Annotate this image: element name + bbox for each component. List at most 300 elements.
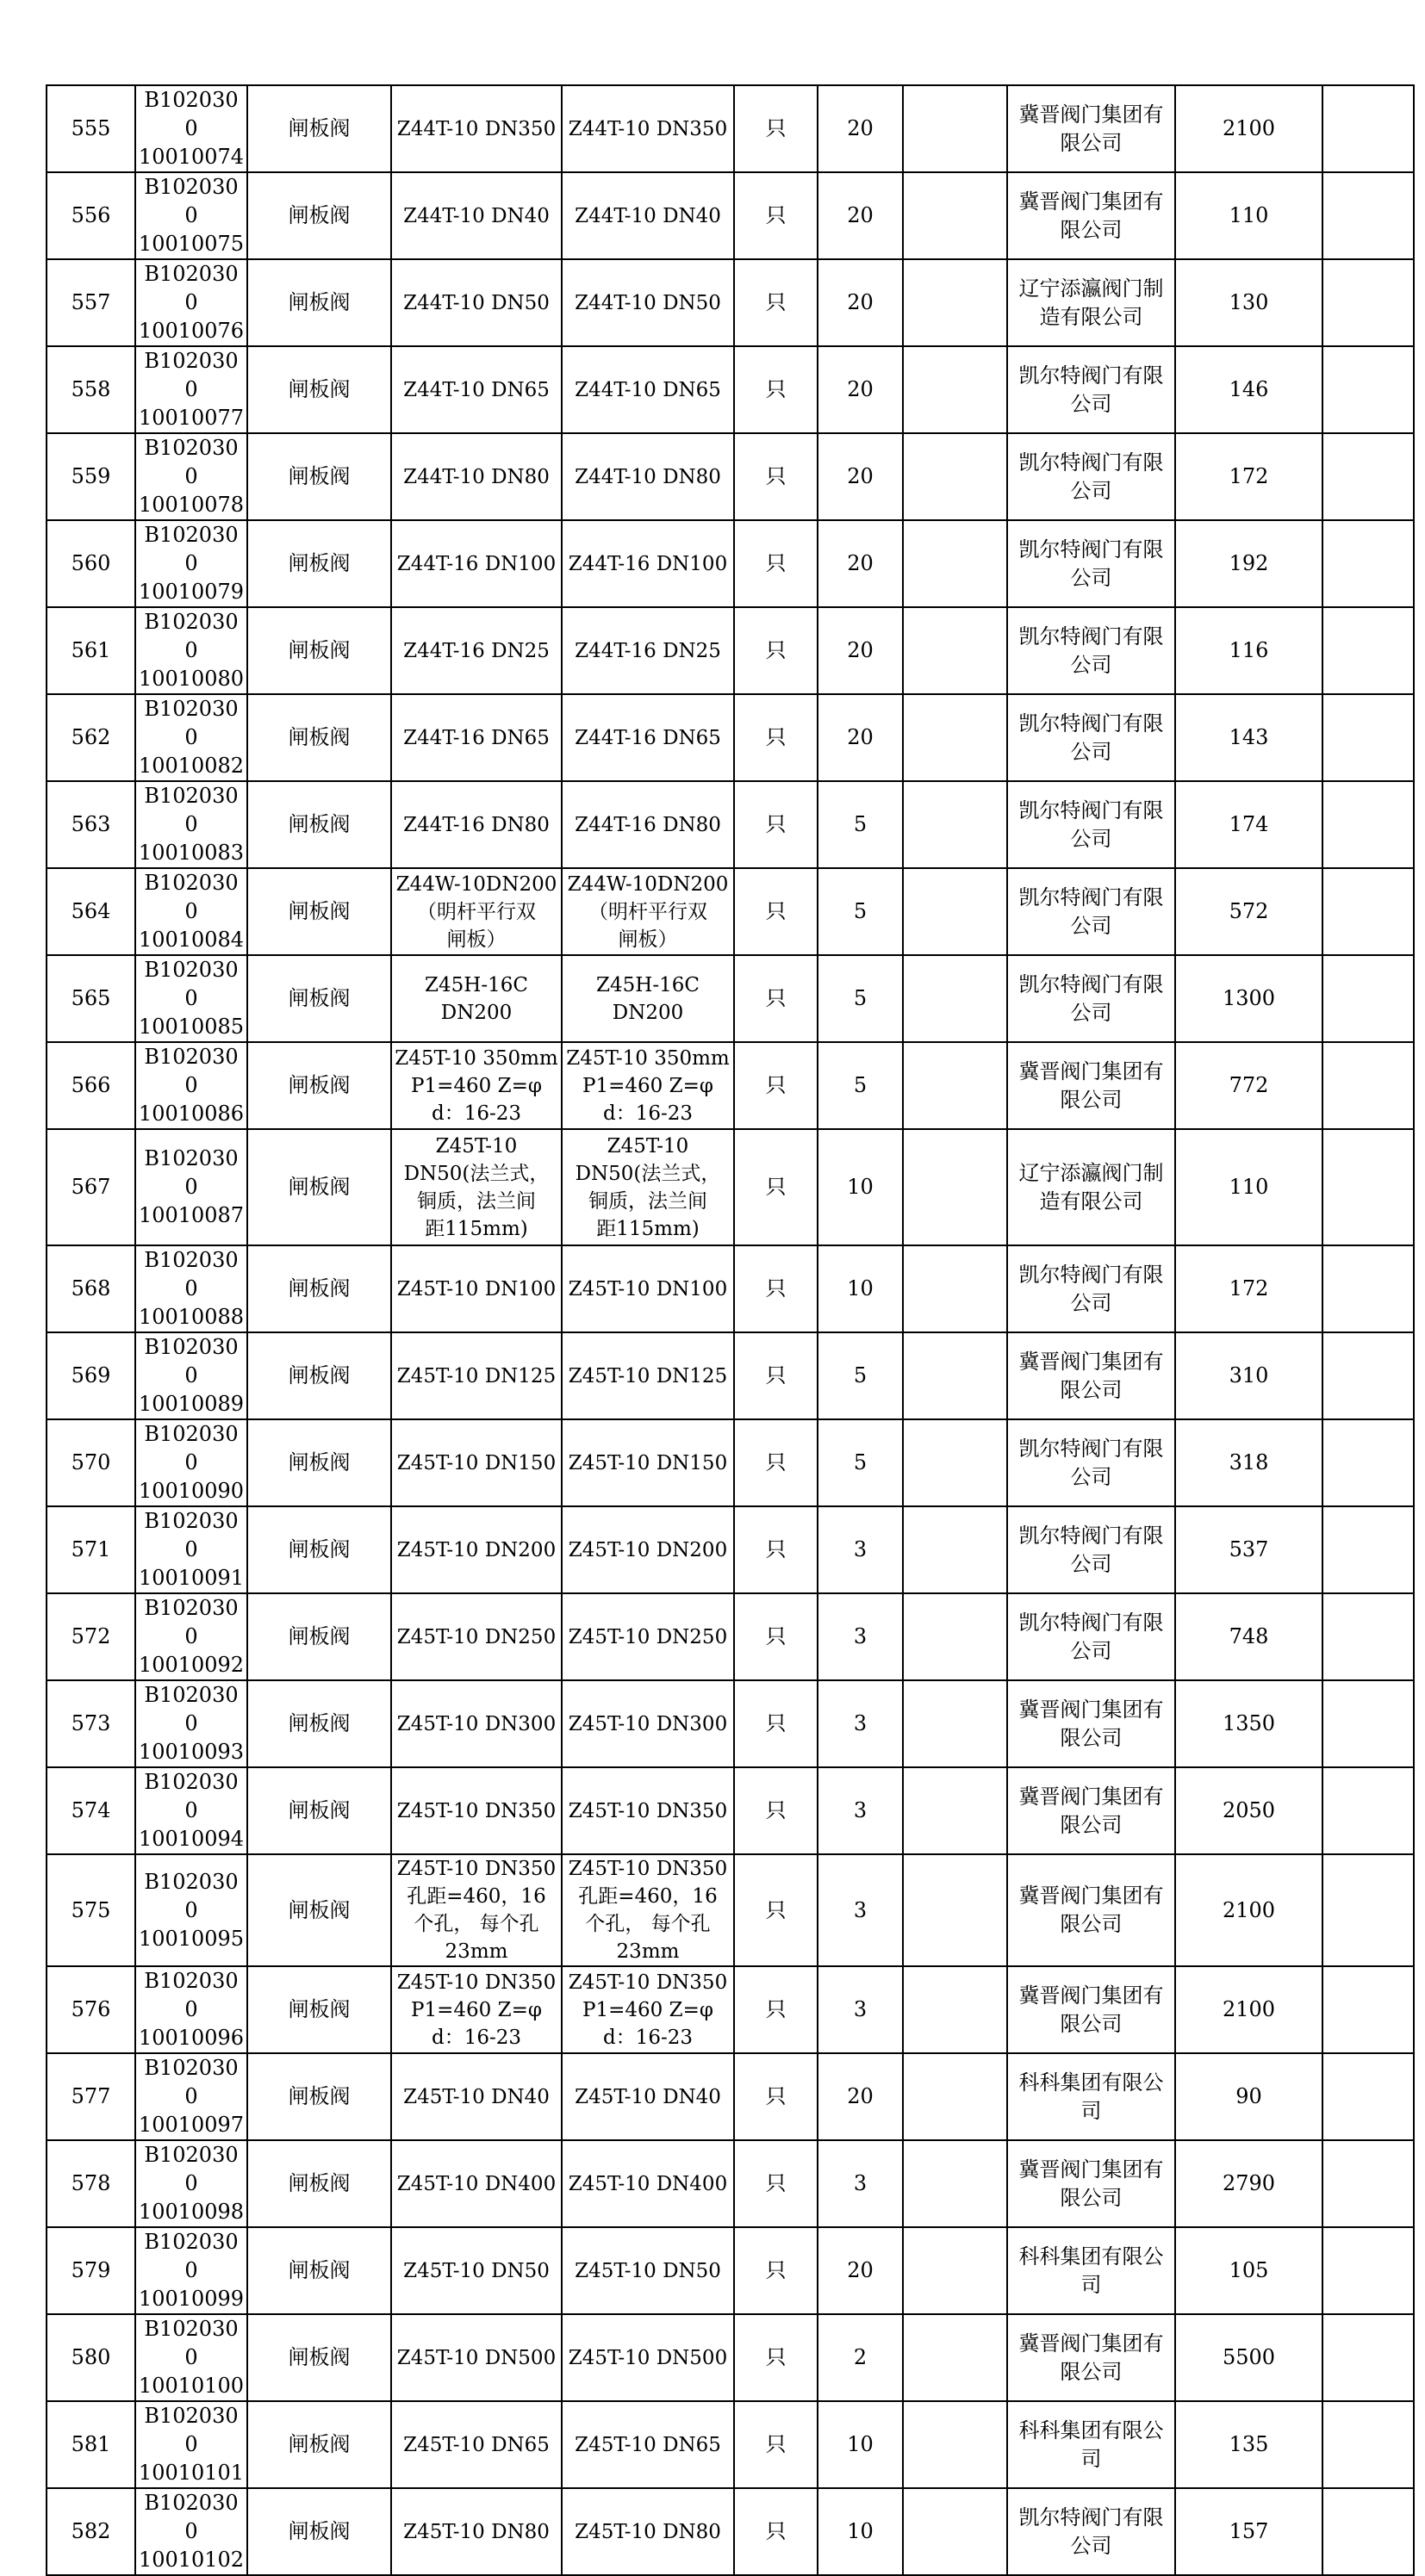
unit-cell: 只 bbox=[734, 1506, 818, 1593]
quantity-cell: 3 bbox=[818, 1767, 903, 1854]
supplier-cell-line: 科科集团有限公 bbox=[1018, 2418, 1164, 2443]
item-code-cell-line: 10010091 bbox=[138, 1566, 245, 1590]
model-cell bbox=[562, 1680, 734, 1767]
remark-cell bbox=[903, 2140, 1007, 2227]
model-cell-line: Z45T-10 DN350 bbox=[568, 1799, 728, 1822]
item-code-cell bbox=[135, 2314, 247, 2401]
spec-cell bbox=[391, 346, 562, 433]
row-number-cell: 577 bbox=[47, 2053, 135, 2140]
remark-cell bbox=[903, 2053, 1007, 2140]
quantity-cell: 5 bbox=[818, 781, 903, 868]
spec-cell-line: Z45T-10 DN400 bbox=[396, 2172, 557, 2195]
model-cell bbox=[562, 694, 734, 781]
supplier-cell bbox=[1007, 2227, 1175, 2314]
row-number-cell: 572 bbox=[47, 1593, 135, 1680]
item-code-cell-line: B1020300 bbox=[144, 2491, 239, 2543]
quantity-cell: 20 bbox=[818, 2053, 903, 2140]
item-name-cell: 闸板阀 bbox=[247, 607, 391, 694]
item-code-cell-line: B1020300 bbox=[144, 1509, 239, 1561]
item-code-cell-line: B1020300 bbox=[144, 784, 239, 836]
supplier-cell bbox=[1007, 868, 1175, 955]
item-code-cell-line: 10010101 bbox=[138, 2461, 245, 2485]
quantity-cell: 10 bbox=[818, 1245, 903, 1332]
price-cell: 172 bbox=[1175, 1245, 1322, 1332]
spec-cell-line: Z44T-10 DN80 bbox=[403, 465, 550, 488]
table-row bbox=[47, 2053, 1414, 2140]
table-row bbox=[47, 1245, 1414, 1332]
quantity-cell: 20 bbox=[818, 433, 903, 520]
spec-cell-line: d：16-23 bbox=[431, 1102, 522, 1125]
quantity-cell: 3 bbox=[818, 1854, 903, 1966]
model-cell bbox=[562, 1854, 734, 1966]
model-cell-line: Z45T-10 DN400 bbox=[568, 2172, 728, 2195]
table-row bbox=[47, 2140, 1414, 2227]
row-number-cell: 565 bbox=[47, 955, 135, 1042]
remark-cell bbox=[903, 2314, 1007, 2401]
unit-cell: 只 bbox=[734, 607, 818, 694]
quantity-cell: 3 bbox=[818, 2140, 903, 2227]
row-number-cell: 559 bbox=[47, 433, 135, 520]
model-cell bbox=[562, 868, 734, 955]
item-code-cell bbox=[135, 520, 247, 607]
table-row bbox=[47, 694, 1414, 781]
remark-cell bbox=[903, 1129, 1007, 1245]
unit-cell: 只 bbox=[734, 1419, 818, 1506]
spec-cell-line: Z45T-10 DN200 bbox=[396, 1538, 557, 1561]
supplier-cell-line: 冀晋阀门集团有 bbox=[1018, 189, 1164, 214]
item-name-cell: 闸板阀 bbox=[247, 2401, 391, 2488]
remark-cell bbox=[903, 868, 1007, 955]
item-code-cell bbox=[135, 172, 247, 259]
item-code-cell bbox=[135, 2401, 247, 2488]
spec-cell bbox=[391, 1042, 562, 1129]
price-cell: 2050 bbox=[1175, 1767, 1322, 1854]
unit-cell: 只 bbox=[734, 781, 818, 868]
price-cell: 135 bbox=[1175, 2401, 1322, 2488]
spec-cell-line: Z44T-16 DN80 bbox=[403, 813, 550, 836]
spec-cell bbox=[391, 1506, 562, 1593]
item-name-cell: 闸板阀 bbox=[247, 172, 391, 259]
quantity-cell: 5 bbox=[818, 1042, 903, 1129]
item-name-cell: 闸板阀 bbox=[247, 1966, 391, 2053]
supplier-cell-line: 冀晋阀门集团有 bbox=[1018, 1884, 1164, 1908]
table-row bbox=[47, 85, 1414, 172]
quantity-cell: 3 bbox=[818, 1966, 903, 2053]
table-row bbox=[47, 607, 1414, 694]
model-cell-line: （明杆平行双 bbox=[588, 900, 707, 923]
spec-cell bbox=[391, 1854, 562, 1966]
supplier-cell-line: 冀晋阀门集团有 bbox=[1018, 2157, 1164, 2182]
supplier-cell bbox=[1007, 2488, 1175, 2575]
supplier-cell bbox=[1007, 1593, 1175, 1680]
supplier-cell-line: 公司 bbox=[1070, 739, 1112, 764]
supplier-cell bbox=[1007, 1332, 1175, 1419]
model-cell-line: Z44W-10DN200 bbox=[567, 872, 729, 896]
remark-cell bbox=[903, 259, 1007, 346]
supplier-cell bbox=[1007, 172, 1175, 259]
spec-cell-line: 距115mm) bbox=[425, 1217, 528, 1240]
price-cell: 2100 bbox=[1175, 1854, 1322, 1966]
item-code-cell-line: 10010077 bbox=[138, 406, 245, 430]
supplier-cell bbox=[1007, 1767, 1175, 1854]
supplier-cell-line: 凯尔特阀门有限 bbox=[1018, 1610, 1164, 1635]
model-cell-line: Z44T-16 DN100 bbox=[568, 552, 728, 575]
unit-cell: 只 bbox=[734, 172, 818, 259]
row-number-cell: 556 bbox=[47, 172, 135, 259]
supplier-cell-line: 科科集团有限公 bbox=[1018, 2070, 1164, 2095]
spec-cell bbox=[391, 2401, 562, 2488]
item-code-cell-line: 10010087 bbox=[138, 1203, 245, 1227]
spec-cell-line: Z45T-10 DN500 bbox=[396, 2346, 557, 2369]
quantity-cell: 5 bbox=[818, 1419, 903, 1506]
supplier-cell-line: 凯尔特阀门有限 bbox=[1018, 363, 1164, 388]
item-code-cell-line: 10010099 bbox=[138, 2287, 245, 2311]
table-row bbox=[47, 1966, 1414, 2053]
remark-cell bbox=[903, 172, 1007, 259]
item-code-cell-line: B1020300 bbox=[144, 2404, 239, 2456]
supplier-cell bbox=[1007, 85, 1175, 172]
model-cell bbox=[562, 2140, 734, 2227]
price-cell: 110 bbox=[1175, 1129, 1322, 1245]
item-name-cell: 闸板阀 bbox=[247, 259, 391, 346]
price-cell: 172 bbox=[1175, 433, 1322, 520]
supplier-cell-line: 凯尔特阀门有限 bbox=[1018, 624, 1164, 649]
spec-cell-line: Z45T-10 DN100 bbox=[396, 1277, 557, 1300]
unit-cell: 只 bbox=[734, 259, 818, 346]
price-list-table bbox=[46, 84, 1415, 2576]
quantity-cell: 3 bbox=[818, 1680, 903, 1767]
note-cell bbox=[1322, 259, 1414, 346]
model-cell-line: Z45T-10 DN50 bbox=[575, 2259, 721, 2282]
supplier-cell-line: 限公司 bbox=[1060, 1812, 1123, 1837]
model-cell bbox=[562, 1245, 734, 1332]
model-cell-line: Z45T-10 350mm bbox=[566, 1046, 730, 1070]
note-cell bbox=[1322, 1767, 1414, 1854]
note-cell bbox=[1322, 346, 1414, 433]
quantity-cell: 20 bbox=[818, 607, 903, 694]
supplier-cell bbox=[1007, 259, 1175, 346]
row-number-cell: 566 bbox=[47, 1042, 135, 1129]
unit-cell: 只 bbox=[734, 1593, 818, 1680]
item-code-cell-line: B1020300 bbox=[144, 1869, 239, 1922]
row-number-cell: 573 bbox=[47, 1680, 135, 1767]
model-cell-line: 孔距=460，16 bbox=[578, 1885, 718, 1908]
item-code-cell-line: B1020300 bbox=[144, 2230, 239, 2282]
model-cell bbox=[562, 1506, 734, 1593]
spec-cell bbox=[391, 1966, 562, 2053]
table-row bbox=[47, 868, 1414, 955]
supplier-cell-line: 凯尔特阀门有限 bbox=[1018, 537, 1164, 562]
item-code-cell-line: B1020300 bbox=[144, 1422, 239, 1474]
row-number-cell: 561 bbox=[47, 607, 135, 694]
spec-cell-line: Z44T-16 DN65 bbox=[403, 726, 550, 749]
remark-cell bbox=[903, 1506, 1007, 1593]
unit-cell: 只 bbox=[734, 1966, 818, 2053]
item-code-cell-line: 10010079 bbox=[138, 580, 245, 604]
note-cell bbox=[1322, 955, 1414, 1042]
item-code-cell-line: B1020300 bbox=[144, 2056, 239, 2108]
quantity-cell: 20 bbox=[818, 520, 903, 607]
table-row bbox=[47, 1854, 1414, 1966]
supplier-cell-line: 公司 bbox=[1070, 565, 1112, 590]
price-cell: 310 bbox=[1175, 1332, 1322, 1419]
note-cell bbox=[1322, 172, 1414, 259]
supplier-cell-line: 冀晋阀门集团有 bbox=[1018, 2331, 1164, 2356]
model-cell bbox=[562, 1593, 734, 1680]
model-cell-line: Z45T-10 DN350 bbox=[568, 1858, 728, 1880]
unit-cell: 只 bbox=[734, 1767, 818, 1854]
remark-cell bbox=[903, 433, 1007, 520]
remark-cell bbox=[903, 1854, 1007, 1966]
row-number-cell: 568 bbox=[47, 1245, 135, 1332]
unit-cell: 只 bbox=[734, 1042, 818, 1129]
item-code-cell-line: B1020300 bbox=[144, 1045, 239, 1097]
row-number-cell: 567 bbox=[47, 1129, 135, 1245]
item-name-cell: 闸板阀 bbox=[247, 1129, 391, 1245]
item-name-cell: 闸板阀 bbox=[247, 781, 391, 868]
price-cell: 143 bbox=[1175, 694, 1322, 781]
model-cell-line: Z45T-10 DN200 bbox=[568, 1538, 728, 1561]
note-cell bbox=[1322, 433, 1414, 520]
remark-cell bbox=[903, 85, 1007, 172]
remark-cell bbox=[903, 607, 1007, 694]
item-code-cell bbox=[135, 2053, 247, 2140]
item-name-cell: 闸板阀 bbox=[247, 520, 391, 607]
supplier-cell-line: 辽宁添瀛阀门制 bbox=[1018, 276, 1164, 301]
item-code-cell-line: 10010075 bbox=[138, 232, 245, 256]
unit-cell: 只 bbox=[734, 2053, 818, 2140]
supplier-cell bbox=[1007, 2053, 1175, 2140]
table-row bbox=[47, 2488, 1414, 2575]
supplier-cell bbox=[1007, 1419, 1175, 1506]
model-cell-line: Z44T-10 DN50 bbox=[575, 291, 721, 314]
supplier-cell-line: 公司 bbox=[1070, 1000, 1112, 1025]
model-cell bbox=[562, 259, 734, 346]
item-code-cell-line: 10010076 bbox=[138, 319, 245, 343]
price-cell: 116 bbox=[1175, 607, 1322, 694]
table-row bbox=[47, 1419, 1414, 1506]
unit-cell: 只 bbox=[734, 2401, 818, 2488]
spec-cell bbox=[391, 694, 562, 781]
supplier-cell-line: 限公司 bbox=[1060, 1377, 1123, 1402]
spec-cell-line: Z45T-10 DN65 bbox=[403, 2433, 550, 2456]
model-cell bbox=[562, 172, 734, 259]
item-code-cell-line: 10010085 bbox=[138, 1015, 245, 1039]
spec-cell-line: Z44T-10 DN50 bbox=[403, 291, 550, 314]
item-code-cell bbox=[135, 2488, 247, 2575]
supplier-cell-line: 司 bbox=[1080, 2272, 1102, 2297]
supplier-cell bbox=[1007, 694, 1175, 781]
supplier-cell-line: 公司 bbox=[1070, 1464, 1112, 1489]
item-code-cell-line: B1020300 bbox=[144, 349, 239, 401]
item-name-cell: 闸板阀 bbox=[247, 1680, 391, 1767]
item-code-cell-line: B1020300 bbox=[144, 2317, 239, 2369]
row-number-cell: 560 bbox=[47, 520, 135, 607]
price-cell: 2790 bbox=[1175, 2140, 1322, 2227]
supplier-cell bbox=[1007, 781, 1175, 868]
row-number-cell: 569 bbox=[47, 1332, 135, 1419]
item-code-cell-line: B1020300 bbox=[144, 1248, 239, 1300]
item-code-cell bbox=[135, 2227, 247, 2314]
model-cell-line: Z45T-10 DN100 bbox=[568, 1277, 728, 1300]
spec-cell-line: Z44T-10 DN65 bbox=[403, 378, 550, 401]
supplier-cell-line: 科科集团有限公 bbox=[1018, 2244, 1164, 2269]
price-cell: 130 bbox=[1175, 259, 1322, 346]
note-cell bbox=[1322, 2140, 1414, 2227]
supplier-cell-line: 限公司 bbox=[1060, 130, 1123, 155]
table-row bbox=[47, 346, 1414, 433]
price-cell: 146 bbox=[1175, 346, 1322, 433]
item-code-cell bbox=[135, 694, 247, 781]
item-code-cell-line: B1020300 bbox=[144, 88, 239, 140]
supplier-cell-line: 公司 bbox=[1070, 826, 1112, 851]
model-cell bbox=[562, 1966, 734, 2053]
spec-cell bbox=[391, 1680, 562, 1767]
quantity-cell: 20 bbox=[818, 694, 903, 781]
quantity-cell: 20 bbox=[818, 259, 903, 346]
table-row bbox=[47, 2314, 1414, 2401]
spec-cell-line: Z45T-10 DN150 bbox=[396, 1451, 557, 1474]
spec-cell bbox=[391, 172, 562, 259]
item-code-cell-line: 10010093 bbox=[138, 1740, 245, 1764]
item-code-cell-line: 10010084 bbox=[138, 928, 245, 952]
table-row bbox=[47, 2227, 1414, 2314]
item-code-cell-line: B1020300 bbox=[144, 2143, 239, 2195]
unit-cell: 只 bbox=[734, 2314, 818, 2401]
spec-cell-line: Z45T-10 DN350 bbox=[396, 1971, 557, 1994]
spec-cell-line: Z44W-10DN200 bbox=[395, 872, 557, 896]
note-cell bbox=[1322, 607, 1414, 694]
remark-cell bbox=[903, 2488, 1007, 2575]
supplier-cell-line: 凯尔特阀门有限 bbox=[1018, 885, 1164, 909]
spec-cell-line: Z45T-10 DN80 bbox=[403, 2520, 550, 2543]
unit-cell: 只 bbox=[734, 433, 818, 520]
spec-cell-line: Z45T-10 DN50 bbox=[403, 2259, 550, 2282]
note-cell bbox=[1322, 520, 1414, 607]
spec-cell-line: Z44T-10 DN40 bbox=[403, 204, 550, 227]
remark-cell bbox=[903, 955, 1007, 1042]
table-row bbox=[47, 1042, 1414, 1129]
remark-cell bbox=[903, 520, 1007, 607]
item-code-cell bbox=[135, 1332, 247, 1419]
supplier-cell-line: 限公司 bbox=[1060, 1087, 1123, 1112]
quantity-cell: 20 bbox=[818, 85, 903, 172]
item-code-cell-line: 10010083 bbox=[138, 841, 245, 865]
supplier-cell-line: 凯尔特阀门有限 bbox=[1018, 1436, 1164, 1461]
item-code-cell-line: 10010074 bbox=[138, 145, 245, 169]
model-cell bbox=[562, 520, 734, 607]
model-cell-line: Z45T-10 DN125 bbox=[568, 1364, 728, 1387]
model-cell bbox=[562, 1042, 734, 1129]
item-code-cell-line: 10010090 bbox=[138, 1479, 245, 1503]
item-code-cell-line: B1020300 bbox=[144, 610, 239, 662]
supplier-cell-line: 限公司 bbox=[1060, 2185, 1123, 2210]
unit-cell: 只 bbox=[734, 1680, 818, 1767]
spec-cell-line: DN200 bbox=[440, 1001, 513, 1024]
spec-cell-line: Z45T-10 DN125 bbox=[396, 1364, 557, 1387]
remark-cell bbox=[903, 1680, 1007, 1767]
row-number-cell: 564 bbox=[47, 868, 135, 955]
remark-cell bbox=[903, 781, 1007, 868]
row-number-cell: 558 bbox=[47, 346, 135, 433]
supplier-cell bbox=[1007, 1680, 1175, 1767]
supplier-cell bbox=[1007, 607, 1175, 694]
spec-cell-line: Z44T-16 DN25 bbox=[403, 639, 550, 662]
price-cell: 157 bbox=[1175, 2488, 1322, 2575]
model-cell-line: P1=460 Z=φ bbox=[582, 1998, 713, 2021]
quantity-cell: 20 bbox=[818, 172, 903, 259]
item-code-cell-line: 10010098 bbox=[138, 2200, 245, 2224]
table-row bbox=[47, 781, 1414, 868]
price-cell: 748 bbox=[1175, 1593, 1322, 1680]
model-cell-line: d：16-23 bbox=[602, 1102, 694, 1125]
spec-cell bbox=[391, 1129, 562, 1245]
note-cell bbox=[1322, 2053, 1414, 2140]
row-number-cell: 582 bbox=[47, 2488, 135, 2575]
supplier-cell-line: 限公司 bbox=[1060, 2011, 1123, 2036]
item-code-cell-line: 10010094 bbox=[138, 1827, 245, 1851]
price-cell: 110 bbox=[1175, 172, 1322, 259]
item-code-cell bbox=[135, 2140, 247, 2227]
supplier-cell bbox=[1007, 346, 1175, 433]
remark-cell bbox=[903, 1966, 1007, 2053]
model-cell-line: Z45T-10 DN65 bbox=[575, 2433, 721, 2456]
model-cell-line: DN200 bbox=[612, 1001, 684, 1024]
supplier-cell-line: 限公司 bbox=[1060, 1725, 1123, 1750]
table-row bbox=[47, 1680, 1414, 1767]
table-row bbox=[47, 1593, 1414, 1680]
supplier-cell bbox=[1007, 1042, 1175, 1129]
unit-cell: 只 bbox=[734, 955, 818, 1042]
item-code-cell bbox=[135, 1767, 247, 1854]
supplier-cell-line: 冀晋阀门集团有 bbox=[1018, 1697, 1164, 1722]
supplier-cell bbox=[1007, 433, 1175, 520]
model-cell-line: P1=460 Z=φ bbox=[582, 1074, 713, 1097]
spec-cell-line: Z45T-10 DN350 bbox=[396, 1858, 557, 1880]
model-cell-line: 铜质，法兰间 bbox=[588, 1189, 707, 1213]
model-cell bbox=[562, 607, 734, 694]
spec-cell-line: Z44T-10 DN350 bbox=[396, 117, 557, 140]
table-row bbox=[47, 1767, 1414, 1854]
price-cell: 318 bbox=[1175, 1419, 1322, 1506]
quantity-cell: 10 bbox=[818, 1129, 903, 1245]
unit-cell: 只 bbox=[734, 1129, 818, 1245]
table-row bbox=[47, 955, 1414, 1042]
quantity-cell: 20 bbox=[818, 346, 903, 433]
spec-cell bbox=[391, 2314, 562, 2401]
quantity-cell: 10 bbox=[818, 2488, 903, 2575]
row-number-cell: 579 bbox=[47, 2227, 135, 2314]
item-name-cell: 闸板阀 bbox=[247, 1245, 391, 1332]
note-cell bbox=[1322, 2227, 1414, 2314]
supplier-cell-line: 公司 bbox=[1070, 2533, 1112, 2558]
spec-cell bbox=[391, 607, 562, 694]
item-code-cell-line: 10010102 bbox=[138, 2548, 245, 2572]
remark-cell bbox=[903, 1042, 1007, 1129]
remark-cell bbox=[903, 346, 1007, 433]
model-cell-line: Z45T-10 DN250 bbox=[568, 1625, 728, 1648]
spec-cell bbox=[391, 2140, 562, 2227]
item-code-cell-line: 10010088 bbox=[138, 1305, 245, 1329]
supplier-cell-line: 限公司 bbox=[1060, 2359, 1123, 2384]
item-code-cell-line: 10010086 bbox=[138, 1102, 245, 1126]
item-code-cell bbox=[135, 607, 247, 694]
spec-cell bbox=[391, 1767, 562, 1854]
item-code-cell bbox=[135, 1042, 247, 1129]
spec-cell bbox=[391, 868, 562, 955]
model-cell bbox=[562, 2053, 734, 2140]
spec-cell-line: 孔距=460，16 bbox=[407, 1885, 546, 1908]
